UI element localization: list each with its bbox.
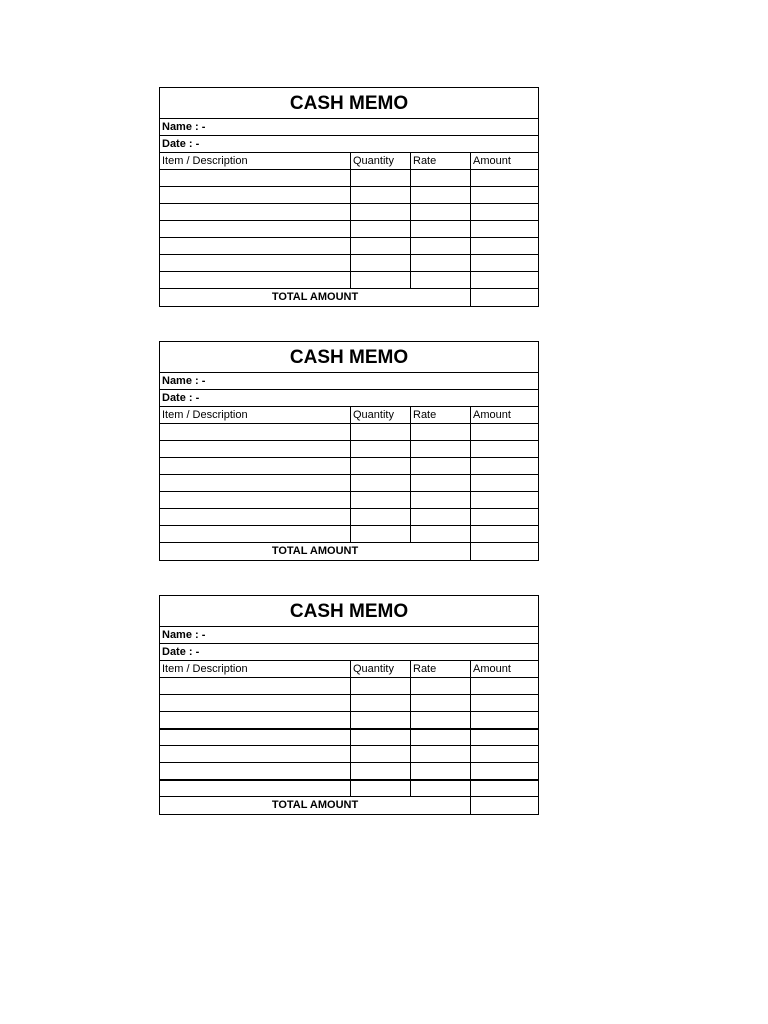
total-amount-label: TOTAL AMOUNT [160, 543, 471, 561]
amount-cell[interactable] [471, 509, 539, 526]
amount-cell[interactable] [471, 238, 539, 255]
quantity-cell[interactable] [351, 712, 411, 729]
name-field[interactable]: Name : - [160, 373, 539, 390]
item-row [160, 526, 539, 543]
amount-cell[interactable] [471, 458, 539, 475]
item-cell[interactable] [160, 695, 351, 712]
amount-cell[interactable] [471, 695, 539, 712]
quantity-cell[interactable] [351, 780, 411, 797]
amount-cell[interactable] [471, 729, 539, 746]
amount-cell[interactable] [471, 221, 539, 238]
rate-cell[interactable] [411, 475, 471, 492]
item-row [160, 170, 539, 187]
amount-cell[interactable] [471, 746, 539, 763]
item-cell[interactable] [160, 255, 351, 272]
quantity-cell[interactable] [351, 255, 411, 272]
column-header-item: Item / Description [160, 407, 351, 424]
amount-cell[interactable] [471, 678, 539, 695]
rate-cell[interactable] [411, 780, 471, 797]
item-row [160, 221, 539, 238]
quantity-cell[interactable] [351, 526, 411, 543]
name-field[interactable]: Name : - [160, 627, 539, 644]
quantity-cell[interactable] [351, 272, 411, 289]
item-cell[interactable] [160, 678, 351, 695]
quantity-cell[interactable] [351, 678, 411, 695]
item-row [160, 729, 539, 746]
rate-cell[interactable] [411, 526, 471, 543]
rate-cell[interactable] [411, 746, 471, 763]
total-amount-cell[interactable] [471, 543, 539, 561]
rate-cell[interactable] [411, 441, 471, 458]
amount-cell[interactable] [471, 170, 539, 187]
amount-cell[interactable] [471, 763, 539, 780]
rate-cell[interactable] [411, 238, 471, 255]
item-cell[interactable] [160, 204, 351, 221]
item-cell[interactable] [160, 424, 351, 441]
item-cell[interactable] [160, 526, 351, 543]
quantity-cell[interactable] [351, 170, 411, 187]
total-amount-cell[interactable] [471, 797, 539, 815]
quantity-cell[interactable] [351, 475, 411, 492]
column-header-rate: Rate [411, 407, 471, 424]
amount-cell[interactable] [471, 255, 539, 272]
item-cell[interactable] [160, 221, 351, 238]
rate-cell[interactable] [411, 763, 471, 780]
item-cell[interactable] [160, 170, 351, 187]
item-row [160, 255, 539, 272]
item-row [160, 238, 539, 255]
item-row [160, 509, 539, 526]
item-row [160, 695, 539, 712]
amount-cell[interactable] [471, 492, 539, 509]
date-field[interactable]: Date : - [160, 136, 539, 153]
amount-cell[interactable] [471, 424, 539, 441]
date-field[interactable]: Date : - [160, 644, 539, 661]
memo-title: CASH MEMO [160, 596, 539, 627]
quantity-cell[interactable] [351, 509, 411, 526]
item-row [160, 458, 539, 475]
item-cell[interactable] [160, 272, 351, 289]
quantity-cell[interactable] [351, 746, 411, 763]
item-cell[interactable] [160, 509, 351, 526]
column-header-rate: Rate [411, 661, 471, 678]
quantity-cell[interactable] [351, 695, 411, 712]
item-cell[interactable] [160, 238, 351, 255]
column-header-item: Item / Description [160, 661, 351, 678]
amount-cell[interactable] [471, 475, 539, 492]
item-row [160, 187, 539, 204]
rate-cell[interactable] [411, 272, 471, 289]
total-amount-cell[interactable] [471, 289, 539, 307]
quantity-cell[interactable] [351, 221, 411, 238]
item-cell[interactable] [160, 763, 351, 780]
column-header-quantity: Quantity [351, 407, 411, 424]
quantity-cell[interactable] [351, 458, 411, 475]
amount-cell[interactable] [471, 712, 539, 729]
column-header-rate: Rate [411, 153, 471, 170]
item-row [160, 780, 539, 797]
quantity-cell[interactable] [351, 729, 411, 746]
rate-cell[interactable] [411, 729, 471, 746]
date-field[interactable]: Date : - [160, 390, 539, 407]
rate-cell[interactable] [411, 678, 471, 695]
item-cell[interactable] [160, 458, 351, 475]
item-cell[interactable] [160, 187, 351, 204]
item-row [160, 746, 539, 763]
rate-cell[interactable] [411, 509, 471, 526]
item-cell[interactable] [160, 746, 351, 763]
rate-cell[interactable] [411, 255, 471, 272]
cash-memo-2 [159, 341, 539, 561]
column-header-amount: Amount [471, 153, 539, 170]
amount-cell[interactable] [471, 441, 539, 458]
column-header-item: Item / Description [160, 153, 351, 170]
quantity-cell[interactable] [351, 204, 411, 221]
quantity-cell[interactable] [351, 763, 411, 780]
name-field[interactable]: Name : - [160, 119, 539, 136]
rate-cell[interactable] [411, 204, 471, 221]
column-header-amount: Amount [471, 661, 539, 678]
quantity-cell[interactable] [351, 238, 411, 255]
item-row [160, 272, 539, 289]
cash-memo-1 [159, 87, 539, 307]
item-row [160, 712, 539, 729]
rate-cell[interactable] [411, 187, 471, 204]
quantity-cell[interactable] [351, 441, 411, 458]
rate-cell[interactable] [411, 492, 471, 509]
amount-cell[interactable] [471, 272, 539, 289]
item-row [160, 492, 539, 509]
item-cell[interactable] [160, 712, 351, 729]
memo-title: CASH MEMO [160, 88, 539, 119]
memo-title: CASH MEMO [160, 342, 539, 373]
item-row [160, 424, 539, 441]
item-cell[interactable] [160, 492, 351, 509]
item-cell[interactable] [160, 780, 351, 797]
quantity-cell[interactable] [351, 187, 411, 204]
total-amount-label: TOTAL AMOUNT [160, 289, 471, 307]
quantity-cell[interactable] [351, 492, 411, 509]
cash-memo-3 [159, 595, 539, 815]
rate-cell[interactable] [411, 424, 471, 441]
item-row [160, 475, 539, 492]
rate-cell[interactable] [411, 221, 471, 238]
rate-cell[interactable] [411, 170, 471, 187]
column-header-amount: Amount [471, 407, 539, 424]
item-row [160, 441, 539, 458]
rate-cell[interactable] [411, 458, 471, 475]
amount-cell[interactable] [471, 526, 539, 543]
column-header-quantity: Quantity [351, 661, 411, 678]
rate-cell[interactable] [411, 695, 471, 712]
item-cell[interactable] [160, 441, 351, 458]
item-cell[interactable] [160, 729, 351, 746]
amount-cell[interactable] [471, 204, 539, 221]
total-amount-label: TOTAL AMOUNT [160, 797, 471, 815]
rate-cell[interactable] [411, 712, 471, 729]
amount-cell[interactable] [471, 187, 539, 204]
item-row [160, 204, 539, 221]
column-header-quantity: Quantity [351, 153, 411, 170]
item-cell[interactable] [160, 475, 351, 492]
quantity-cell[interactable] [351, 424, 411, 441]
item-row [160, 763, 539, 780]
item-row [160, 678, 539, 695]
amount-cell[interactable] [471, 780, 539, 797]
